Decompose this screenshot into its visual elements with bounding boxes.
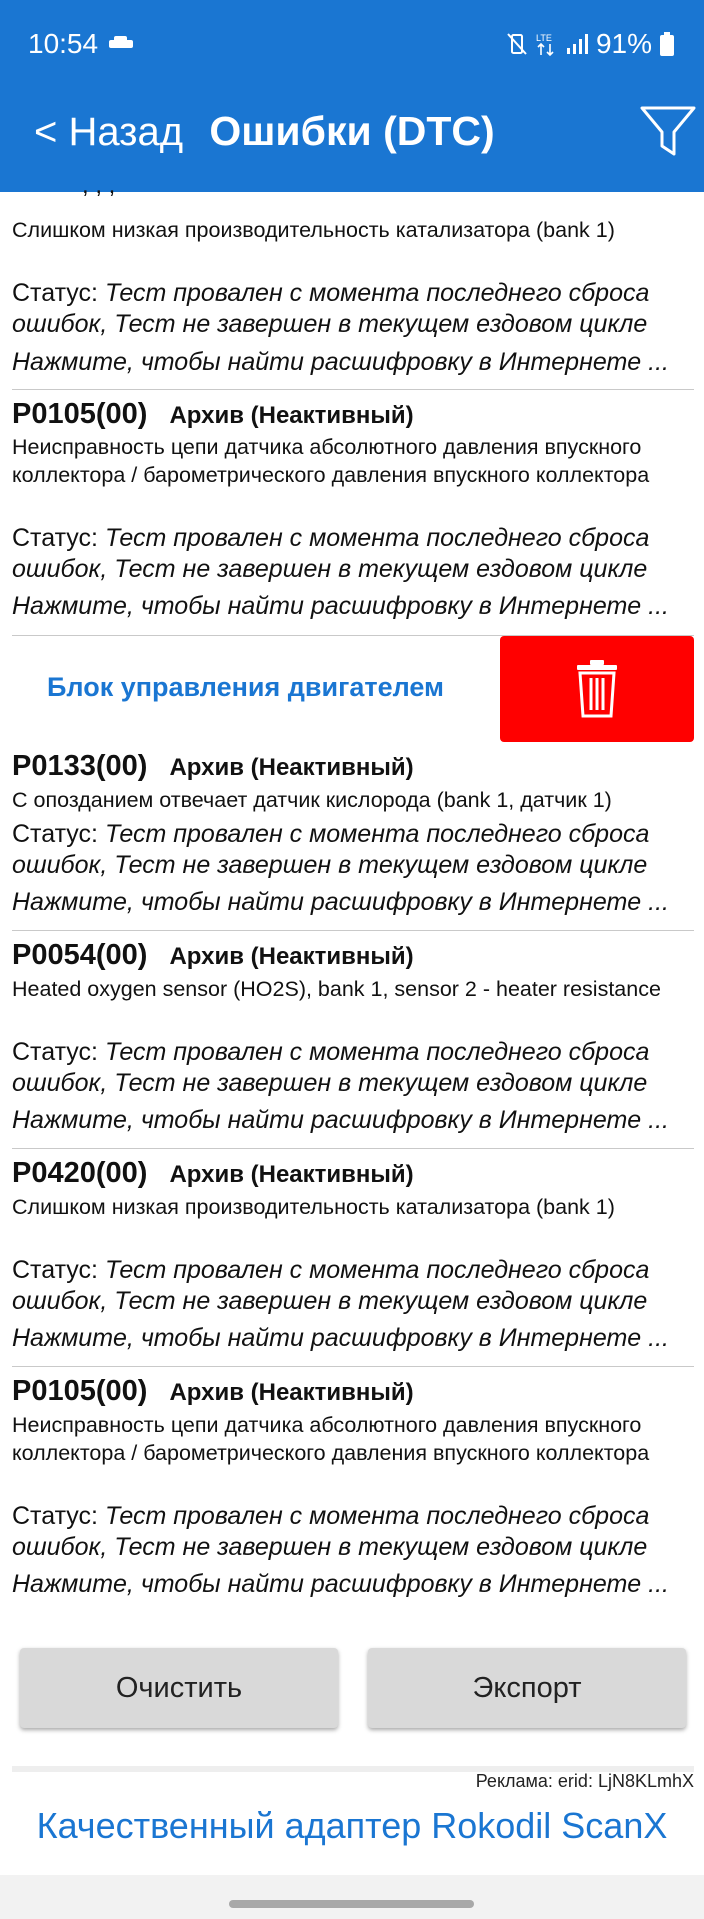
status-label: Статус:	[12, 279, 98, 307]
export-button[interactable]: Экспорт	[368, 1648, 686, 1728]
status-label: Статус:	[12, 1502, 98, 1530]
dtc-header	[12, 1157, 414, 1193]
status-value: Тест провален с момента последнего сброса ошибок, Тест не завершен в текущем ездовом цикле	[12, 524, 650, 583]
dtc-description: С опозданием отвечает датчик кислорода (bank 1, датчик 1)	[12, 788, 612, 812]
ecu-section-header	[12, 636, 694, 742]
dtc-status	[12, 1501, 688, 1563]
dtc-header	[12, 398, 414, 434]
clock: 10:54	[28, 28, 99, 59]
dtc-state: Архив (Неактивный)	[169, 402, 414, 429]
gesture-handle[interactable]	[229, 1900, 474, 1908]
dtc-code: P0420(00)	[12, 1157, 148, 1189]
dtc-status	[12, 1037, 688, 1099]
dtc-item[interactable]	[12, 742, 694, 931]
dtc-state: Архив (Неактивный)	[169, 754, 414, 781]
trash-icon	[575, 660, 619, 718]
dtc-description: Heated oxygen sensor (HO2S), bank 1, sensor 2 - heater resistance	[12, 977, 661, 1001]
clipped-heading: , , ,	[82, 172, 116, 199]
dtc-item[interactable]	[12, 931, 694, 1149]
battery-icon	[660, 32, 674, 56]
dtc-header	[12, 939, 414, 975]
status-label: Статус:	[12, 1038, 98, 1066]
status-label: Статус:	[12, 1256, 98, 1284]
search-online-link[interactable]: Нажмите, чтобы найти расшифровку в Интернете ...	[12, 592, 669, 620]
status-icons	[506, 28, 674, 60]
dtc-code: P0105(00)	[12, 398, 148, 430]
vibrate-mute-icon	[506, 32, 528, 56]
section-title: Блок управления двигателем	[47, 672, 445, 702]
dtc-code: P0133(00)	[12, 750, 148, 782]
back-button[interactable]: < Назад	[34, 110, 184, 154]
filter-icon[interactable]	[638, 100, 698, 160]
status-value: Тест провален с момента последнего сброса ошибок, Тест не завершен в текущем ездовом цикле	[12, 1038, 650, 1097]
dtc-status	[12, 819, 688, 881]
dtc-state: Архив (Неактивный)	[169, 1379, 414, 1406]
dtc-item[interactable]	[12, 1367, 694, 1607]
dtc-code: P0105(00)	[12, 1375, 148, 1407]
search-online-link[interactable]: Нажмите, чтобы найти расшифровку в Интернете ...	[12, 1106, 669, 1134]
status-value: Тест провален с момента последнего сброса ошибок, Тест не завершен в текущем ездовом цикле	[12, 279, 650, 338]
dtc-item[interactable]	[12, 1149, 694, 1367]
dtc-status	[12, 1255, 688, 1317]
signal-icon	[566, 33, 588, 55]
page-title: Ошибки (DTC)	[209, 108, 495, 154]
search-online-link[interactable]: Нажмите, чтобы найти расшифровку в Интернете ...	[12, 888, 669, 916]
ad-label: Реклама: erid: LjN8KLmhX	[475, 1771, 694, 1791]
dtc-header	[12, 1375, 414, 1411]
search-online-link[interactable]: Нажмите, чтобы найти расшифровку в Интернете ...	[12, 1570, 669, 1598]
svg-text:LTE: LTE	[535, 33, 552, 43]
status-label: Статус:	[12, 524, 98, 552]
dtc-item-partial[interactable]	[12, 172, 694, 390]
dtc-description: Неисправность цепи датчика абсолютного давления впускного коллектора / барометрического давления впускного коллектора	[12, 435, 650, 487]
battery-percent: 91%	[595, 28, 652, 59]
status-bar	[0, 0, 704, 90]
dtc-state: Архив (Неактивный)	[169, 943, 414, 970]
dtc-item[interactable]	[12, 390, 694, 636]
status-value: Тест провален с момента последнего сброса ошибок, Тест не завершен в текущем ездовом цикле	[12, 1502, 650, 1561]
dtc-status	[12, 278, 688, 340]
status-value: Тест провален с момента последнего сброса ошибок, Тест не завершен в текущем ездовом цикле	[12, 820, 650, 879]
search-online-link[interactable]: Нажмите, чтобы найти расшифровку в Интернете ...	[12, 348, 669, 376]
dtc-state: Архив (Неактивный)	[169, 1161, 414, 1188]
dtc-description: Слишком низкая производительность катализатора (bank 1)	[12, 218, 615, 242]
clear-button[interactable]: Очистить	[20, 1648, 338, 1728]
car-icon	[108, 36, 134, 50]
lte-icon	[536, 31, 558, 57]
dtc-description: Слишком низкая производительность катализатора (bank 1)	[12, 1195, 615, 1219]
dtc-description: Неисправность цепи датчика абсолютного давления впускного коллектора / барометрического давления впускного коллектора	[12, 1413, 650, 1465]
status-label: Статус:	[12, 820, 98, 848]
dtc-status	[12, 523, 688, 585]
search-online-link[interactable]: Нажмите, чтобы найти расшифровку в Интернете ...	[12, 1324, 669, 1352]
dtc-header	[12, 750, 414, 786]
status-value: Тест провален с момента последнего сброса ошибок, Тест не завершен в текущем ездовом цикле	[12, 1256, 650, 1315]
dtc-code: P0054(00)	[12, 939, 148, 971]
app-header	[0, 0, 704, 199]
navigation-gesture-area	[0, 1875, 704, 1919]
delete-button[interactable]	[500, 636, 694, 742]
ad-banner-link[interactable]: Качественный адаптер Rokodil ScanX	[36, 1805, 668, 1846]
